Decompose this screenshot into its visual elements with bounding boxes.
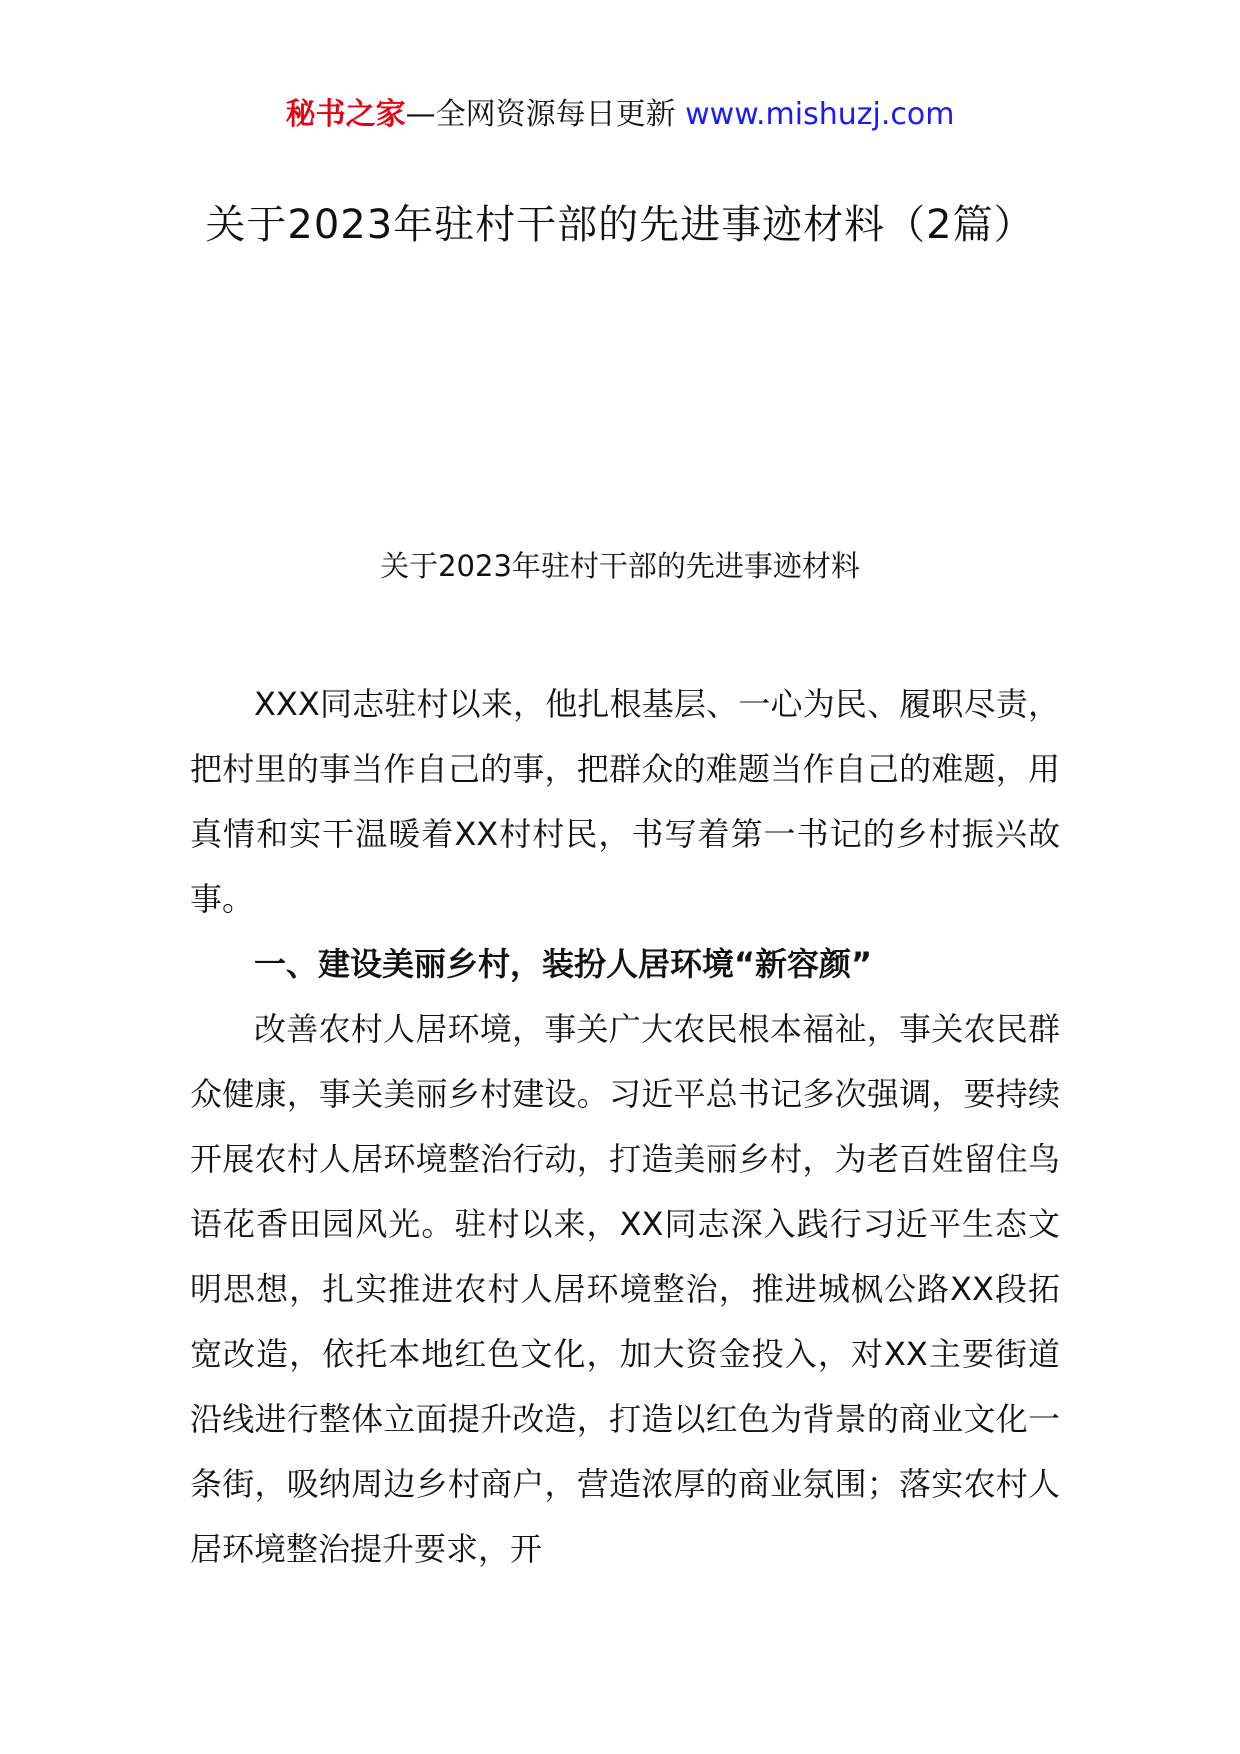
section-heading: 一、建设美丽乡村，装扮人居环境“新容颜” <box>254 945 873 983</box>
banner-tagline: —全网资源每日更新 <box>405 97 676 132</box>
body-paragraph: XXX同志驻村以来，他扎根基层、一心为民、履职尽责，把村里的事当作自己的事，把群众的难题当作自己的难题，用真情和实干温暖着XX村村民，书写着第一书记的乡村振兴故事。 <box>190 685 1060 918</box>
document-title: 关于2023年驻村干部的先进事迹材料（2篇） <box>205 202 1035 248</box>
banner-brand: 秘书之家 <box>285 97 406 132</box>
banner-site-link[interactable]: www.mishuzj.com <box>685 97 955 132</box>
section-title: 关于2023年驻村干部的先进事迹材料 <box>380 549 860 583</box>
body-paragraph: 改善农村人居环境，事关广大农民根本福祉，事关农民群众健康，事关美丽乡村建设。习近平总书记多次强调，要持续开展农村人居环境整治行动，打造美丽乡村，为老百姓留住鸟语花香田园风光。驻村以来，XX同志深入践行习近平生态文明思想，扎实推进农村人居环境整治，推进城枫公路XX段拓宽改造，依托本地红色文化，加大资金投入，对XX主要街道沿线进行整体立面提升改造，打造以红色为背景的商业文化一条街，吸纳周边乡村商户，营造浓厚的商业氛围；落实农村人居环境整治提升要求，开 <box>190 1010 1060 1568</box>
site-banner <box>0 95 1240 135</box>
document-body <box>190 672 1060 1582</box>
